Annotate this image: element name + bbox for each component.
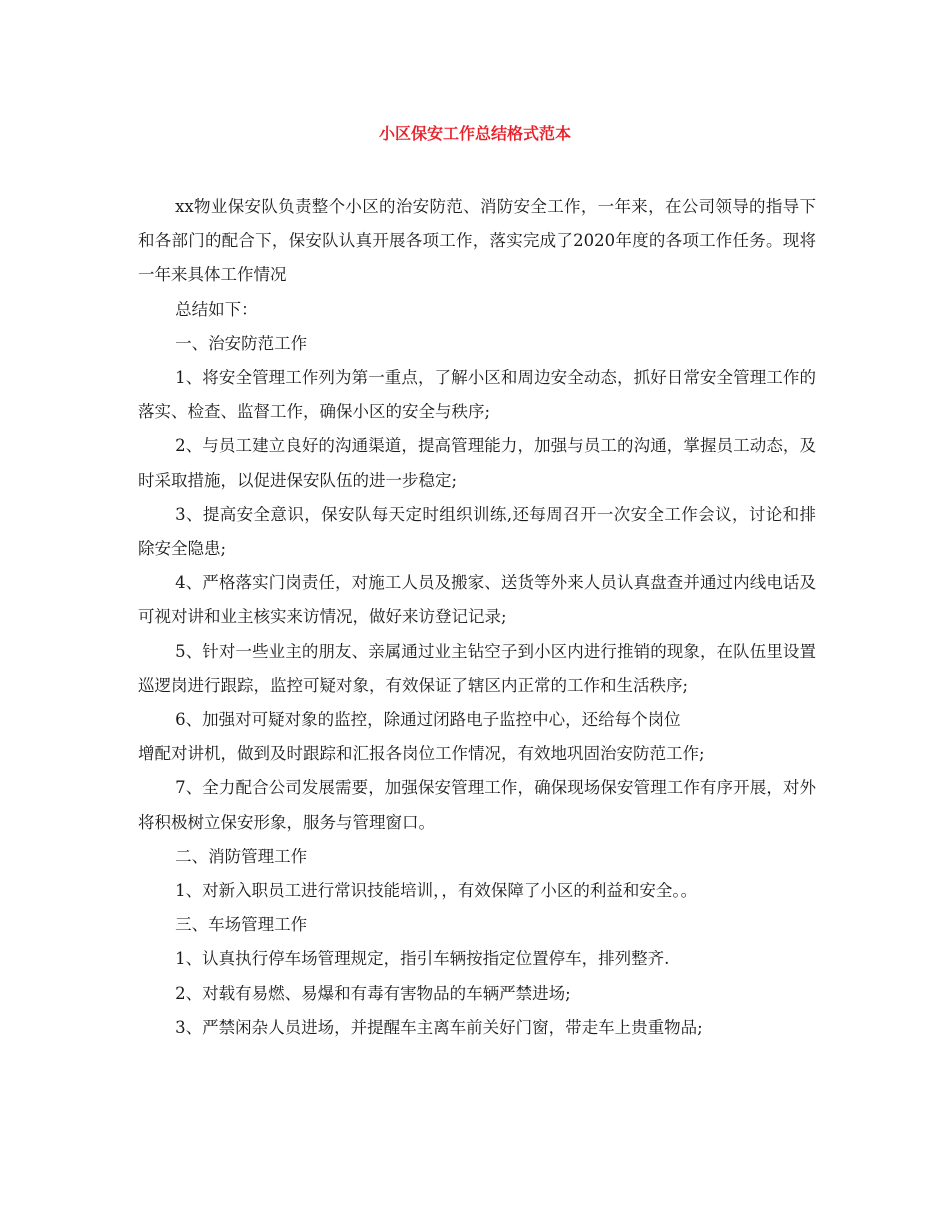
security-item-2: 2、与员工建立良好的沟通渠道，提高管理能力，加强与员工的沟通，掌握员工动态，及时采取措施，以促进保安队伍的进一步稳定; [138, 436, 816, 490]
security-item-4: 4、严格落实门岗责任，对施工人员及搬家、送货等外来人员认真盘查并通过内线电话及可视对讲和业主核实来访情况，做好来访登记记录; [138, 573, 816, 627]
fire-item-1: 1、对新入职员工进行常识技能培训，，有效保障了小区的利益和安全。。 [175, 881, 698, 901]
security-item-6-continued: 增配对讲机，做到及时跟踪和汇报各岗位工作情况，有效地巩固治安防范工作; [138, 744, 705, 764]
summary-lead: 总结如下： [175, 299, 258, 319]
security-item-7: 7、全力配合公司发展需要，加强保安管理工作，确保现场保安管理工作有序开展，对外将积极树立保安形象，服务与管理窗口。 [138, 778, 816, 832]
parking-item-2: 2、对载有易燃、易爆和有毒有害物品的车辆严禁进场; [175, 983, 571, 1003]
security-item-1: 1、将安全管理工作列为第一重点，了解小区和周边安全动态，抓好日常安全管理工作的落实、检查、监督工作，确保小区的安全与秩序; [138, 368, 816, 422]
section-heading-parking: 三、车场管理工作 [175, 915, 308, 935]
security-item-6: 6、加强对可疑对象的监控，除通过闭路电子监控中心，还给每个岗位 [175, 710, 681, 730]
security-item-5: 5、针对一些业主的朋友、亲属通过业主钻空子到小区内进行推销的现象，在队伍里设置巡逻岗进行跟踪，监控可疑对象，有效保证了辖区内正常的工作和生活秩序; [138, 641, 816, 695]
section-heading-security: 一、治安防范工作 [175, 333, 308, 353]
intro-paragraph: xx物业保安队负责整个小区的治安防范、消防安全工作，一年来，在公司领导的指导下和各部门的配合下，保安队认真开展各项工作，落实完成了2020年度的各项工作任务。现将一年来具体工作情况 [138, 197, 816, 285]
parking-item-1: 1、认真执行停车场管理规定，指引车辆按指定位置停车，排列整齐. [175, 949, 670, 969]
document-title: 小区保安工作总结格式范本 [378, 124, 571, 143]
security-item-3: 3、提高安全意识，保安队每天定时组织训练,还每周召开一次安全工作会议，讨论和排除安全隐患; [138, 504, 816, 559]
parking-item-3: 3、严禁闲杂人员进场，并提醒车主离车前关好门窗，带走车上贵重物品; [175, 1017, 703, 1037]
document-body [138, 190, 816, 1045]
section-heading-fire: 二、消防管理工作 [175, 846, 308, 866]
